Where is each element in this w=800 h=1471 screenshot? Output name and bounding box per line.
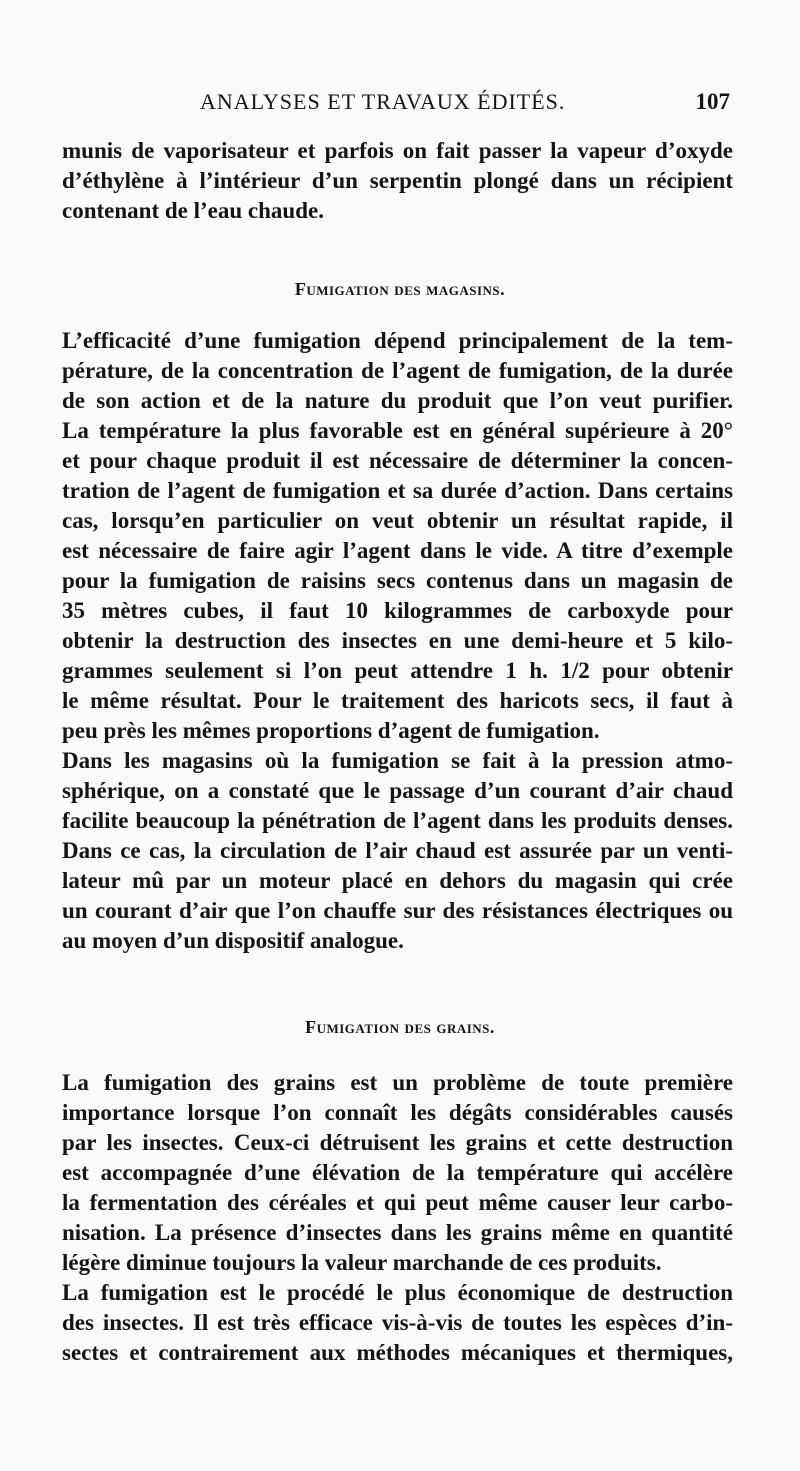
text-line: le même résultat. Pour le traitement des haricots secs, il faut à <box>62 688 733 713</box>
text-line: contenant de l’eau chaude. <box>62 198 324 223</box>
running-title: ANALYSES ET TRAVAUX ÉDITÉS. <box>200 89 566 114</box>
text-line: La fumigation est le procédé le plus économique de destruction <box>62 1280 733 1305</box>
text-line: facilite beaucoup la pénétration de l’agent dans les produits denses. <box>62 808 733 833</box>
text-line: pérature, de la concentration de l’agent de fumigation, de la durée <box>62 358 733 383</box>
text-line: L’efficacité d’une fumigation dépend principalement de la tem- <box>62 328 733 353</box>
section-heading-magasins: Fumigation des magasins. <box>294 279 506 299</box>
text-line: cas, lorsqu’en particulier on veut obtenir un résultat rapide, il <box>62 508 733 533</box>
text-line: obtenir la destruction des insectes en une demi-heure et 5 kilo- <box>62 628 733 653</box>
text-line: La température la plus favorable est en général supérieure à 20° <box>62 418 733 443</box>
text-line: un courant d’air que l’on chauffe sur des résistances électriques ou <box>62 898 733 923</box>
text-line: grammes seulement si l’on peut attendre 1 h. 1/2 pour obtenir <box>62 658 733 683</box>
text-line: est nécessaire de faire agir l’agent dans le vide. A titre d’exemple <box>62 538 733 563</box>
text-line: sphérique, on a constaté que le passage d’un courant d’air chaud <box>62 778 733 803</box>
section-heading-grains: Fumigation des grains. <box>305 1017 495 1037</box>
text-line: tration de l’agent de fumigation et sa durée d’action. Dans certains <box>62 478 733 503</box>
text-line: pour la fumigation de raisins secs contenus dans un magasin de <box>62 568 733 593</box>
text-line: importance lorsque l’on connaît les dégâts considérables causés <box>62 1100 733 1125</box>
text-line: de son action et de la nature du produit que l’on veut purifier. <box>62 388 733 413</box>
text-line: d’éthylène à l’intérieur d’un serpentin plongé dans un récipient <box>62 168 733 193</box>
text-line: par les insectes. Ceux-ci détruisent les grains et cette destruction <box>62 1130 733 1155</box>
text-line: la fermentation des céréales et qui peut même causer leur carbo- <box>62 1190 733 1215</box>
text-line: légère diminue toujours la valeur marchande de ces produits. <box>62 1250 662 1275</box>
text-line: lateur mû par un moteur placé en dehors du magasin qui crée <box>62 868 733 893</box>
text-line: 35 mètres cubes, il faut 10 kilogrammes de carboxyde pour <box>62 598 733 623</box>
text-line: des insectes. Il est très efficace vis-à-vis de toutes les espèces d’in- <box>62 1310 733 1335</box>
text-line: Dans ce cas, la circulation de l’air chaud est assurée par un venti- <box>62 838 733 863</box>
text-line: Dans les magasins où la fumigation se fait à la pression atmo- <box>62 748 733 773</box>
text-line: La fumigation des grains est un problème de toute première <box>62 1070 733 1095</box>
text-line: munis de vaporisateur et parfois on fait passer la vapeur d’oxyde <box>62 138 733 163</box>
text-line: au moyen d’un dispositif analogue. <box>62 928 404 953</box>
text-line: peu près les mêmes proportions d’agent de fumigation. <box>62 718 600 743</box>
text-line: est accompagnée d’une élévation de la température qui accélère <box>62 1160 733 1185</box>
running-head <box>0 84 800 120</box>
text-line: sectes et contrairement aux méthodes mécaniques et thermiques, <box>62 1340 733 1365</box>
text-line: nisation. La présence d’insectes dans les grains même en quantité <box>62 1220 733 1245</box>
page-number: 107 <box>695 89 730 114</box>
text-line: et pour chaque produit il est nécessaire de déterminer la concen- <box>62 448 733 473</box>
